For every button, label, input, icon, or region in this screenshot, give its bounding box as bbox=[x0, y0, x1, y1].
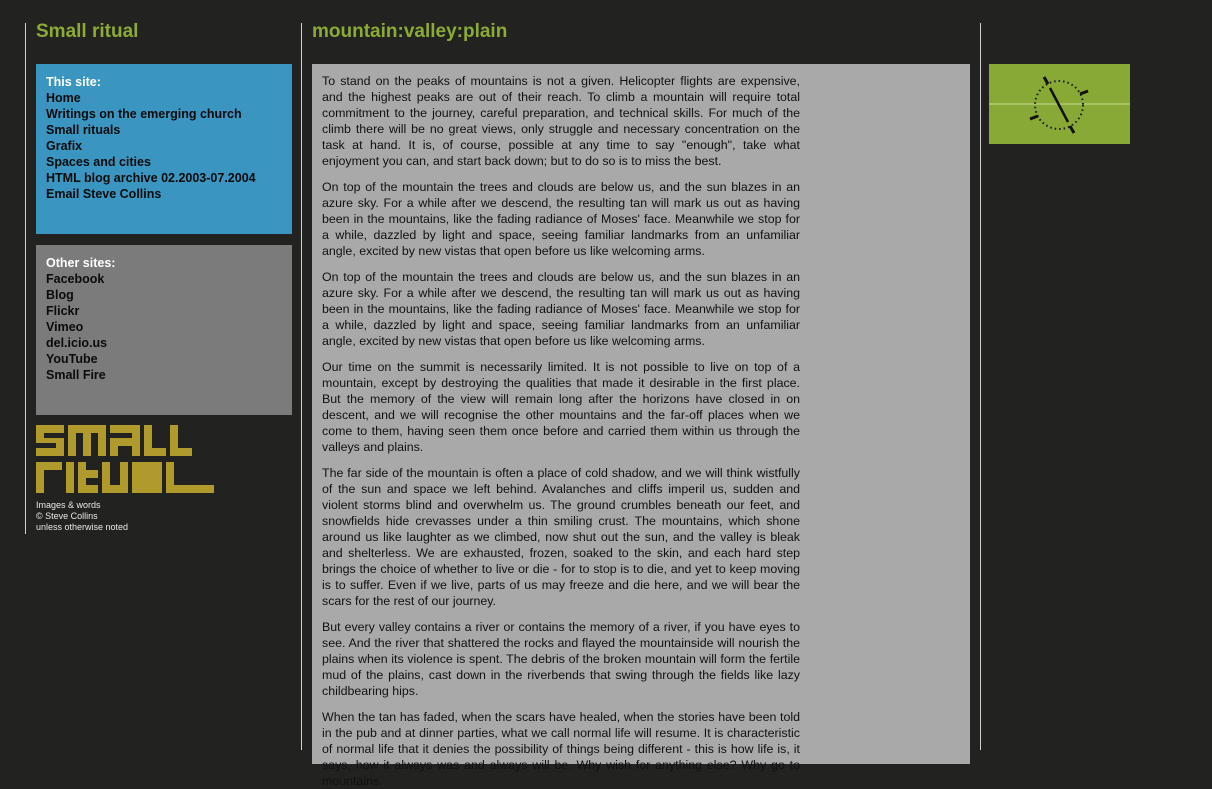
article-paragraph: When the tan has faded, when the scars have healed, when the stories have been told in the pub and at dinner parties, what we call normal life will resume. It is characteristic of normal life that it denies the possibility of things being different - this is how life is, it says, how it always was and always will be. Why wish for anything else? Why go to mountains. bbox=[322, 710, 800, 788]
other-sites-heading: Other sites: bbox=[46, 256, 116, 270]
ext-link-youtube[interactable]: YouTube bbox=[46, 352, 98, 366]
this-site-box bbox=[36, 64, 292, 234]
nav-link-spaces-and-cities[interactable]: Spaces and cities bbox=[46, 155, 151, 169]
nav-link-grafix[interactable]: Grafix bbox=[46, 139, 83, 153]
ext-link-facebook[interactable]: Facebook bbox=[46, 272, 105, 286]
article-paragraph: But every valley contains a river or contains the memory of a river, if you have eyes to see. And the river that shattered the rocks and flayed the mountainside will nourish the plains when its violence is spent. The debris of the broken mountain will form the fertile mud of the plains, cast down in the riverbends that swing through the fields like lazy childbearing hips. bbox=[322, 620, 800, 698]
other-sites-box bbox=[36, 245, 292, 415]
credit-note bbox=[36, 500, 128, 533]
nav-link-email[interactable]: Email Steve Collins bbox=[46, 187, 162, 201]
nav-link-writings[interactable]: Writings on the emerging church bbox=[46, 107, 242, 121]
credit-line: unless otherwise noted bbox=[36, 522, 129, 532]
this-site-heading: This site: bbox=[46, 75, 101, 89]
divider-right bbox=[980, 23, 981, 750]
article-body bbox=[312, 64, 970, 788]
article-paragraph: The far side of the mountain is often a place of cold shadow, and we will think wistfully of the sun and space we left behind. Avalanches and cliffs imperil us, sudden and violent storms blind and overwhelm us. The ground crumbles beneath our feet, and snowfields hide crevasses under a thin smiling crust. The mountains, which shone around us like laughter as we climbed, now shut out the sun, and the valley is bleak and shelterless. We are exhausted, frozen, soaked to the skin, and each hard step brings the choice of whether to live or die - for to stop is to die, and yet to keep moving is to suffer. Even if we live, parts of us may freeze and die here, and we will bear the scars for the rest of our journey. bbox=[322, 466, 800, 608]
site-title[interactable]: Small ritual bbox=[36, 21, 139, 42]
ext-link-blog[interactable]: Blog bbox=[46, 288, 74, 302]
nav-link-home[interactable]: Home bbox=[46, 91, 81, 105]
divider-left bbox=[25, 23, 26, 534]
divider-center bbox=[301, 23, 302, 750]
credit-line: Images & words bbox=[36, 500, 101, 510]
post-title[interactable]: mountain:valley:plain bbox=[312, 21, 508, 42]
ext-link-delicious[interactable]: del.icio.us bbox=[46, 336, 108, 350]
article-paragraph: On top of the mountain the trees and clouds are below us, and the sun blazes in an azure sky. For a while after we descend, the resulting tan will mark us out as having been in the mountains, like the fading radiance of Moses' face. Meanwhile we stop for a while, dazzled by light and space, seeing familiar landmarks from an unfamiliar angle, excited by new vistas that open before us like welcoming arms. bbox=[322, 180, 800, 258]
ext-link-vimeo[interactable]: Vimeo bbox=[46, 320, 84, 334]
ext-link-small-fire[interactable]: Small Fire bbox=[46, 368, 106, 382]
credit-line: © Steve Collins bbox=[36, 511, 98, 521]
small-ritual-logo bbox=[36, 425, 214, 493]
clock-icon bbox=[989, 64, 1130, 144]
nav-link-html-blog-archive[interactable]: HTML blog archive 02.2003-07.2004 bbox=[46, 171, 256, 185]
clock-widget[interactable] bbox=[989, 64, 1130, 144]
nav-link-small-rituals[interactable]: Small rituals bbox=[46, 123, 121, 137]
ext-link-flickr[interactable]: Flickr bbox=[46, 304, 80, 318]
article-paragraph: To stand on the peaks of mountains is not a given. Helicopter flights are expensive, and the highest peaks are out of their reach. To climb a mountain will require total commitment to the journey, careful preparation, and technical skills. For much of the climb there will be no great views, only struggle and necessary concentration on the task at hand. It is, of course, possible at any time to say "enough", take what enjoyment you can, and start back down; but to do so is to miss the best. bbox=[322, 74, 800, 168]
article-paragraph: Our time on the summit is necessarily limited. It is not possible to live on top of a mountain, except by destroying the qualities that made it desirable in the first place. But the memory of the view will remain long after the horizons have closed in on descent, and we will recognise the other mountains and the far-off places when we come to them, having seen them once before and carried them within us through the valleys and plains. bbox=[322, 360, 800, 454]
article-paragraph: On top of the mountain the trees and clouds are below us, and the sun blazes in an azure sky. For a while after we descend, the resulting tan will mark us out as having been in the mountains, like the fading radiance of Moses' face. Meanwhile we stop for a while, dazzled by light and space, seeing familiar landmarks from an unfamiliar angle, excited by new vistas that open before us like welcoming arms. bbox=[322, 270, 800, 348]
